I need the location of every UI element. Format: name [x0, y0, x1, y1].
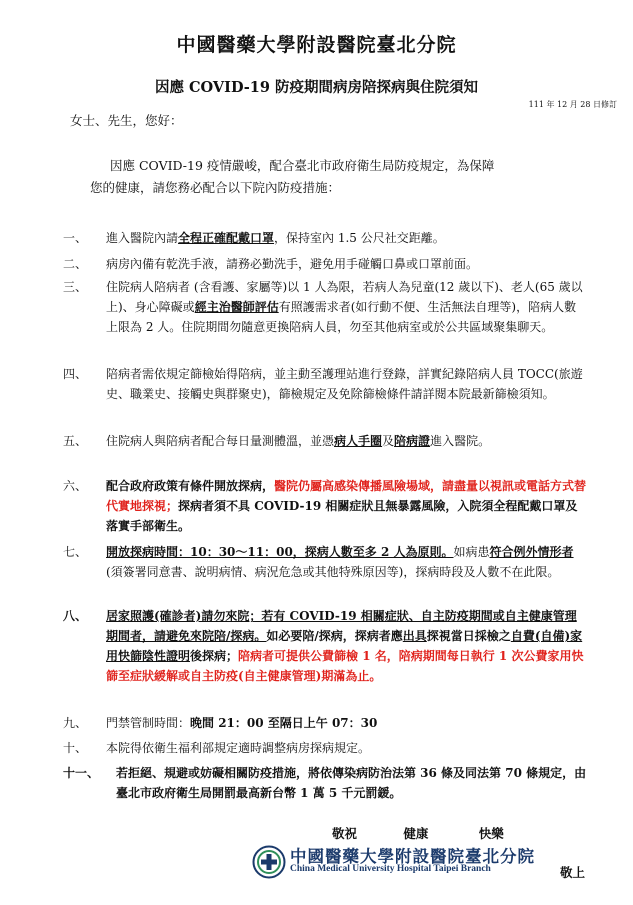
item-text: 門禁管制時間： — [106, 716, 191, 730]
item-number: 十一、 — [63, 766, 100, 780]
intro-paragraph — [90, 155, 570, 199]
item-text: 探病者須不具 COVID-19 相關症狀且無暴露風險，入院須全程配戴口罩及落實手部衛生。 — [106, 499, 578, 533]
item-text: 如病患 — [453, 545, 490, 559]
rule-item-6 — [63, 476, 588, 536]
item-emphasis: 晚間 21：00 至隔日上午 07：30 — [190, 716, 378, 730]
item-text: 住院病人陪病者 (含看護、家屬等)以 1 人為限，若病人為兒童(12 歲以下)、老人(65 歲以上)、身心障礙或 — [106, 280, 583, 314]
intro-line-2: 您的健康，請您務必配合以下院內防疫措施： — [90, 180, 341, 195]
item-number: 九、 — [63, 716, 88, 730]
closing-word: 敬祝 — [332, 826, 358, 841]
revision-date: 111 年 12 月 28 日修訂 — [528, 100, 617, 109]
rule-item-10 — [63, 738, 588, 758]
closing-word: 快樂 — [478, 826, 504, 841]
item-text: 如必要陪/探病，探病者應 — [266, 629, 403, 643]
item-number: 六、 — [63, 479, 88, 493]
item-emphasis: 自費(自備)家用快篩陰性證明 — [106, 629, 583, 663]
item-text: 住院病人與陪病者配合每日量測體溫，並憑 — [106, 434, 335, 448]
sign-off: 敬上 — [560, 865, 586, 880]
page-title: 中國醫藥大學附設醫院臺北分院 — [176, 34, 457, 56]
hospital-emblem-icon — [252, 845, 286, 879]
item-emphasis: 居家照護(確診者)請勿來院；若有 COVID-19 相關症狀、自主防疫期間或自主健康管理期間者，請避免來院陪/探病。 — [106, 609, 577, 643]
item-emphasis: 出具 — [402, 629, 427, 643]
intro-line-1: 因應 COVID-19 疫情嚴峻，配合臺北市政府衛生局防疫規定，為保障 — [110, 158, 495, 173]
item-text: 及 — [382, 434, 395, 448]
item-emphasis: 病人手圈 — [334, 434, 383, 448]
item-warning: 陪病者可提供公費篩檢 1 名，陪病期間每日執行 1 次公費家用快篩至症狀緩解或自主防疫(自主健康管理)期滿為止。 — [106, 649, 584, 683]
item-text: 若拒絕、規避或妨礙相關防疫措施，將依傳染病防治法第 36 條及同法第 70 條規定，由臺北市政府衛生局開罰最高新台幣 1 萬 5 千元罰鍰。 — [116, 766, 587, 800]
item-emphasis: 符合例外情形者 — [489, 545, 574, 559]
rule-item-2 — [63, 254, 588, 274]
item-number: 四、 — [63, 367, 88, 381]
item-warning: 醫院仍屬高感染傳播風險場域，請盡量以視訊或電話方式替代實地探視； — [106, 479, 587, 513]
page-subtitle: 因應 COVID-19 防疫期間病房陪探病與住院須知 — [154, 79, 479, 96]
rule-item-11 — [63, 763, 588, 803]
rule-item-8 — [63, 606, 588, 686]
item-number: 七、 — [63, 545, 88, 559]
closing-word: 健康 — [403, 826, 429, 841]
hospital-name-en: China Medical University Hospital Taipei Branch — [290, 864, 491, 874]
item-emphasis: 陪病證 — [394, 434, 431, 448]
item-text: 配合政府政策有條件開放探病， — [106, 479, 275, 493]
greeting: 女士、先生，您好： — [70, 113, 183, 128]
rule-item-3 — [63, 277, 588, 337]
item-emphasis: 全程正確配戴口罩 — [178, 231, 275, 245]
rule-item-1 — [63, 228, 588, 248]
rule-item-5 — [63, 431, 588, 451]
rule-item-4 — [63, 364, 588, 404]
item-number: 二、 — [63, 257, 88, 271]
item-number: 三、 — [63, 280, 88, 294]
item-emphasis: 經主治醫師評估 — [194, 300, 279, 314]
item-number: 一、 — [63, 231, 88, 245]
item-text: 本院得依衛生福利部規定適時調整病房探病規定。 — [106, 741, 371, 755]
item-number: 五、 — [63, 434, 88, 448]
item-text: 後探病； — [190, 649, 239, 663]
hospital-name-zh: 中國醫藥大學附設醫院臺北分院 — [290, 847, 535, 866]
hospital-signature — [252, 843, 622, 883]
item-emphasis: 開放探病時間：10：30～11：00，探病人數至多 2 人為原則。 — [106, 545, 454, 559]
item-text: (須簽署同意書、說明病情、病況危急或其他特殊原因等)，探病時段及人數不在此限。 — [106, 565, 560, 579]
item-text: 進入醫院。 — [430, 434, 491, 448]
rule-item-7 — [63, 542, 588, 582]
item-text: 有照護需求者(如行動不便、生活無法自理等)，陪病人數上限為 2 人。住院期間勿隨意更換陪病人員，勿至其他病室或於公共區域聚集聊天。 — [106, 300, 577, 334]
item-text: 陪病者需依規定篩檢始得陪病，並主動至護理站進行登錄，詳實紀錄陪病人員 TOCC(旅遊史、職業史、接觸史與群聚史)，篩檢規定及免除篩檢條件請詳閱本院最新篩檢須知。 — [106, 367, 583, 401]
item-number: 十、 — [63, 741, 88, 755]
item-text: 病房內備有乾洗手液，請務必勤洗手，避免用手碰觸口鼻或口罩前面。 — [106, 257, 479, 271]
item-text: ，保持室內 1.5 公尺社交距離。 — [274, 231, 445, 245]
item-text: 進入醫院內請 — [106, 231, 179, 245]
item-number: 八、 — [63, 609, 88, 623]
rule-item-9 — [63, 713, 588, 733]
closing-greeting — [332, 824, 504, 842]
item-text: 探視當日採檢之 — [426, 629, 511, 643]
